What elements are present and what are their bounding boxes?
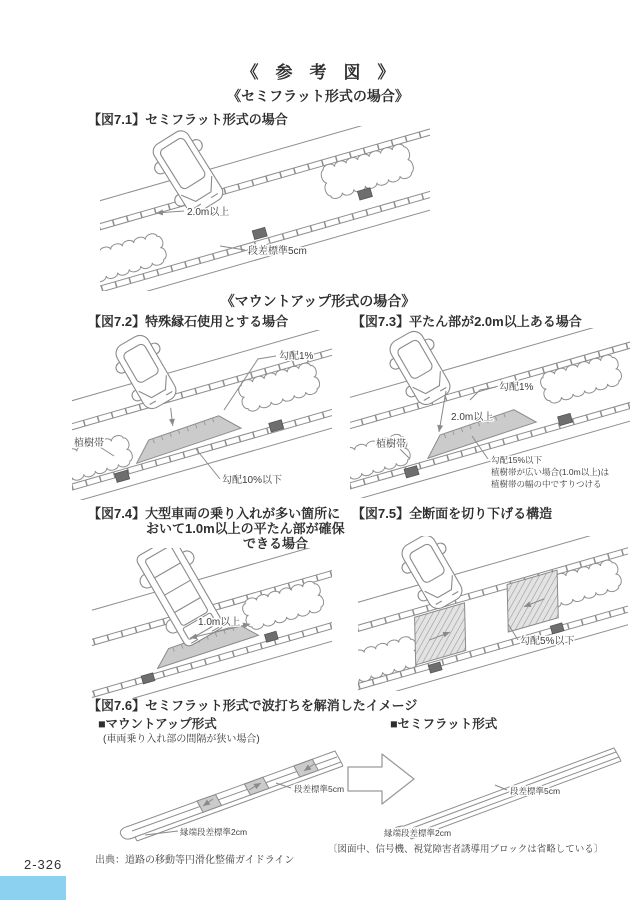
fig75-diagram <box>358 536 628 691</box>
fig76-left-diagram <box>95 738 365 846</box>
fig71-caption: 【図7.1】セミフラット形式の場合 <box>88 112 288 127</box>
page-title: 《 参 考 図 》 <box>241 63 395 82</box>
fig74-caption-line1: 【図7.4】大型車両の乗り入れが多い箇所に <box>88 506 341 521</box>
fig74-diagram <box>92 548 332 698</box>
source-note: 出典：道路の移動等円滑化整備ガイドライン <box>95 855 295 866</box>
fig76-right-step-label: 段差標準5cm <box>510 786 561 796</box>
car <box>393 536 471 615</box>
fig76-left-subtitle: (車両乗り入れ部の間隔が狭い場合) <box>103 734 260 745</box>
section-header-mountup: 《マウントアップ形式の場合》 <box>220 293 416 309</box>
fig76-left-title: ■マウントアップ形式 <box>98 717 217 731</box>
hedge-right <box>240 579 326 632</box>
fig71-diagram <box>100 126 430 291</box>
fig76-right-edge-label: 縁端段差標準2cm <box>384 828 452 838</box>
grate <box>550 623 564 634</box>
fig73-note-line1: 勾配15%以下 <box>491 455 543 465</box>
fig74-caption-line2: おいて1.0m以上の平たん部が確保 <box>146 521 345 536</box>
grate <box>558 413 573 425</box>
drawing-footnote: 〔図面中、信号機、視覚障害者誘導用ブロックは省略している〕 <box>328 844 604 855</box>
fig75-slope-label: 勾配5%以下 <box>520 636 575 647</box>
fig73-note-line3: 植樹帯の幅の中ですりつける <box>491 479 602 489</box>
semiflat-strip <box>394 748 621 839</box>
hedge-left <box>358 634 422 687</box>
grate <box>404 466 419 478</box>
fig72-slope-bottom-label: 勾配10%以下 <box>222 475 283 486</box>
fig75-road <box>358 536 628 691</box>
fig74-width-label: 1.0m以上 <box>198 617 241 628</box>
fig76-right-title: ■セミフラット形式 <box>390 717 498 731</box>
grate <box>264 631 278 642</box>
grate <box>252 227 267 239</box>
hedge-right <box>538 353 624 406</box>
fig74-caption-line3: できる場合 <box>243 536 309 551</box>
fig71-step-label: 段差標準5cm <box>248 246 307 257</box>
fig73-width-label: 2.0m以上 <box>451 412 494 423</box>
fig71-width-label: 2.0m以上 <box>187 207 230 218</box>
section-header-semiflat: 《セミフラット形式の場合》 <box>227 88 409 104</box>
grate <box>115 470 130 482</box>
fig72-diagram <box>72 330 332 500</box>
page-accent-bar <box>0 876 66 900</box>
fig73-caption: 【図7.3】平たん部が2.0m以上ある場合 <box>352 314 582 329</box>
fig76-left-edge-label: 縁端段差標準2cm <box>180 827 248 837</box>
fig76-right-diagram <box>368 736 633 846</box>
special-curb <box>130 411 242 463</box>
fig76-caption: 【図7.6】セミフラット形式で波打ちを解消したイメージ <box>88 698 418 713</box>
car <box>107 330 185 415</box>
fig71-road <box>100 126 430 291</box>
fig73-note-line2: 植樹帯が広い場合(1.0m以上)は <box>491 467 610 477</box>
page-number: 2-326 <box>24 857 63 872</box>
fig72-slope-top-label: 勾配1% <box>279 351 314 362</box>
fig72-planting-label: 植樹帯 <box>74 438 104 449</box>
fig75-caption: 【図7.5】全断面を切り下げる構造 <box>352 506 553 521</box>
fig73-slope-top-label: 勾配1% <box>499 382 534 393</box>
grate <box>428 662 442 673</box>
fig73-diagram <box>350 328 630 498</box>
fig73-planting-label: 植樹帯 <box>376 439 406 450</box>
fig71-annotations <box>156 205 307 257</box>
fig76-left-step-label: 段差標準5cm <box>294 784 345 794</box>
grate <box>141 673 155 684</box>
fig72-caption: 【図7.2】特殊縁石使用とする場合 <box>88 314 289 329</box>
